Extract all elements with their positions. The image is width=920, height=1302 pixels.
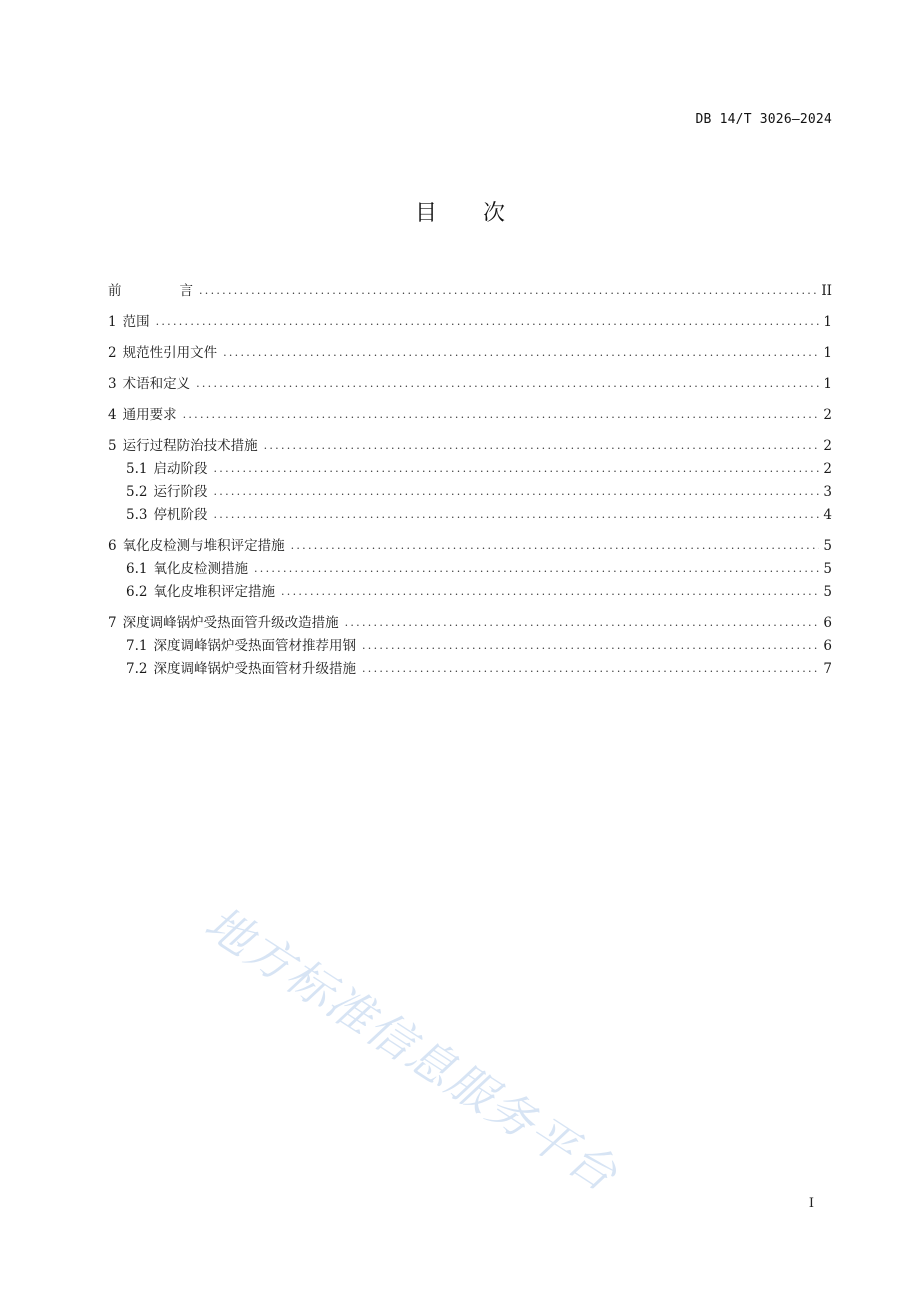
toc-title-char-1: 目 [414,201,437,226]
toc-entry-page: 6 [823,615,832,631]
toc-entry-label: 1 范围 [108,314,150,330]
toc-leader-dots [183,403,820,426]
toc-leader-dots [254,557,819,580]
toc-leader-dots [196,372,819,395]
toc-title [0,196,920,227]
toc-entry-label: 6.2 氧化皮堆积评定措施 [126,584,275,600]
toc-entry-page: 4 [823,507,832,523]
toc-entry-5-3[interactable] [108,504,832,527]
toc-entry-label: 7.1 深度调峰锅炉受热面管材推荐用钢 [126,638,356,654]
toc-entry-5[interactable] [108,435,832,458]
toc-leader-dots [362,657,819,680]
toc-entry-foreword[interactable] [108,280,832,303]
page-number: I [808,1196,814,1211]
toc-leader-dots [362,634,819,657]
toc-entry-page: 5 [823,584,832,600]
toc-leader-dots [281,580,819,603]
toc-entry-page: 6 [823,638,832,654]
toc-entry-page: 3 [823,484,832,500]
toc-entry-7-2[interactable] [108,658,832,681]
toc-leader-dots [213,503,819,526]
toc-entry-page: 2 [823,407,832,423]
toc-leader-dots [345,611,820,634]
toc-entry-label: 4 通用要求 [108,407,177,423]
toc-entry-2[interactable] [108,342,832,365]
toc-leader-dots [199,279,817,302]
table-of-contents [108,280,832,681]
toc-entry-1[interactable] [108,311,832,334]
toc-entry-page: 1 [823,376,832,392]
toc-entry-4[interactable] [108,404,832,427]
toc-leader-dots [213,480,819,503]
toc-entry-label: 前 言 [108,283,193,299]
toc-entry-3[interactable] [108,373,832,396]
toc-leader-dots [264,434,820,457]
toc-entry-7-1[interactable] [108,635,832,658]
toc-entry-page: 1 [823,345,832,361]
toc-entry-page: 2 [823,438,832,454]
toc-entry-6-1[interactable] [108,558,832,581]
toc-entry-label: 2 规范性引用文件 [108,345,218,361]
toc-leader-dots [213,457,819,480]
toc-entry-page: 2 [823,461,832,477]
toc-entry-page: 1 [823,314,832,330]
toc-entry-label: 7 深度调峰锅炉受热面管升级改造措施 [108,615,339,631]
toc-entry-page: 5 [823,538,832,554]
toc-entry-label: 5.2 运行阶段 [126,484,208,500]
toc-leader-dots [223,341,819,364]
toc-entry-label: 6 氧化皮检测与堆积评定措施 [108,538,285,554]
toc-entry-label: 5 运行过程防治技术措施 [108,438,258,454]
toc-entry-5-1[interactable] [108,458,832,481]
watermark: 地方标准信息服务平台 [195,895,628,1203]
toc-entry-label: 6.1 氧化皮检测措施 [126,561,248,577]
toc-title-char-2: 次 [483,201,506,226]
toc-entry-page: II [821,283,832,299]
standard-code: DB 14/T 3026—2024 [695,112,832,127]
toc-entry-page: 7 [823,661,832,677]
toc-entry-label: 5.3 停机阶段 [126,507,208,523]
toc-entry-label: 3 术语和定义 [108,376,191,392]
toc-entry-page: 5 [823,561,832,577]
toc-entry-6-2[interactable] [108,581,832,604]
toc-entry-label: 5.1 启动阶段 [126,461,208,477]
toc-entry-label: 7.2 深度调峰锅炉受热面管材升级措施 [126,661,356,677]
toc-leader-dots [291,534,820,557]
toc-entry-7[interactable] [108,612,832,635]
toc-entry-6[interactable] [108,535,832,558]
toc-entry-5-2[interactable] [108,481,832,504]
toc-leader-dots [156,310,820,333]
